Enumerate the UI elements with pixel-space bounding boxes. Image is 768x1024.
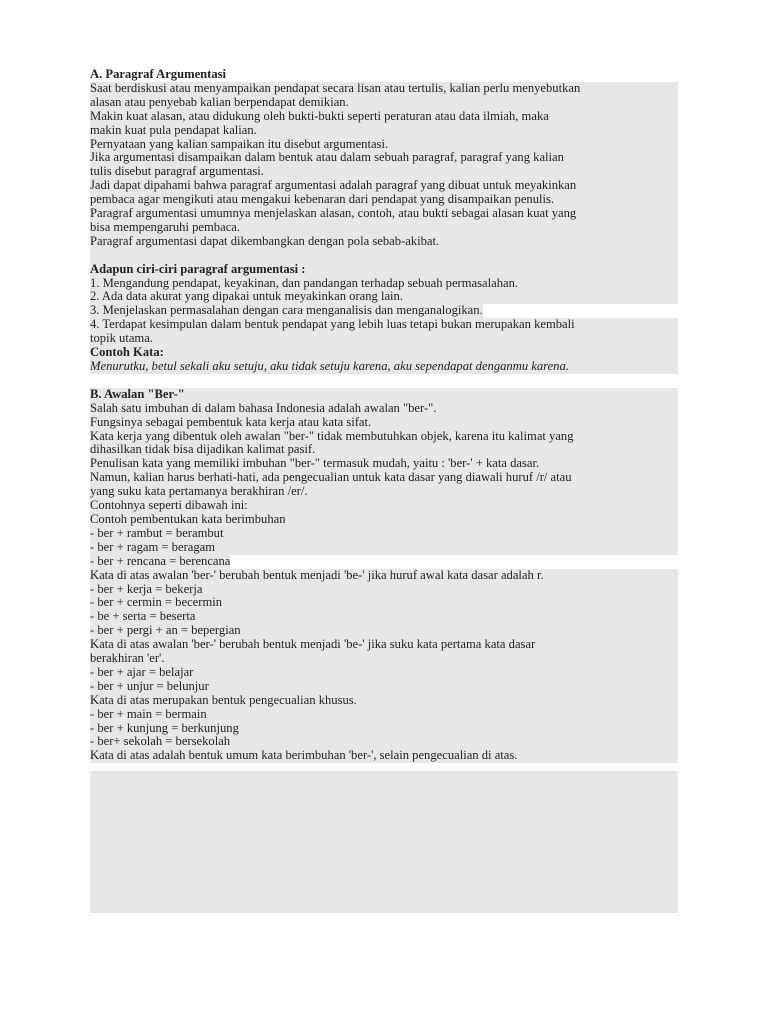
- paragraph-line: Contohnya seperti dibawah ini:: [90, 499, 678, 513]
- paragraph-line: Jika argumentasi disampaikan dalam bentuk atau dalam sebuah paragraf, paragraf yang kalian: [90, 151, 678, 165]
- paragraph-line: Paragraf argumentasi umumnya menjelaskan alasan, contoh, atau bukti sebagai alasan kuat yang: [90, 207, 678, 221]
- paragraph-line: tulis disebut paragraf argumentasi.: [90, 165, 678, 179]
- example-item: - ber + cermin = becermin: [90, 596, 678, 610]
- paragraph-line: Jadi dapat dipahami bahwa paragraf argumentasi adalah paragraf yang dibuat untuk meyakinkan: [90, 179, 678, 193]
- paragraph-line: pembaca agar mengikuti atau mengakui kebenaran dari pendapat yang disampaikan penulis.: [90, 193, 678, 207]
- paragraph-line: Fungsinya sebagai pembentuk kata kerja atau kata sifat.: [90, 416, 678, 430]
- example-item: - be + serta = beserta: [90, 610, 678, 624]
- example-item: - ber + kerja = bekerja: [90, 583, 678, 597]
- example-item: - ber + rambut = berambut: [90, 527, 678, 541]
- example-item: - ber + ajar = belajar: [90, 666, 678, 680]
- example-item: - ber + unjur = belunjur: [90, 680, 678, 694]
- paragraph-line: berakhiran 'er'.: [90, 652, 678, 666]
- ciri-item: 2. Ada data akurat yang dipakai untuk meyakinkan orang lain.: [90, 290, 678, 304]
- highlight-fill-area: [90, 771, 678, 913]
- document-body: [90, 68, 678, 763]
- paragraph-line: Saat berdiskusi atau menyampaikan pendapat secara lisan atau tertulis, kalian perlu menyebutkan: [90, 82, 678, 96]
- ciri-item: topik utama.: [90, 332, 678, 346]
- paragraph-line: Kata kerja yang dibentuk oleh awalan "ber-" tidak membutuhkan objek, karena itu kalimat yang: [90, 430, 678, 444]
- blank-line: [90, 374, 678, 388]
- section-a-heading: A. Paragraf Argumentasi: [90, 67, 227, 81]
- contoh-text: Menurutku, betul sekali aku setuju, aku tidak setuju karena, aku sependapat denganmu karena.: [90, 360, 678, 374]
- ciri-heading: Adapun ciri-ciri paragraf argumentasi :: [90, 263, 678, 277]
- contoh-heading: Contoh Kata:: [90, 346, 678, 360]
- paragraph-line: Makin kuat alasan, atau didukung oleh bukti-bukti seperti peraturan atau data ilmiah, maka: [90, 110, 678, 124]
- paragraph-line: bisa mempengaruhi pembaca.: [90, 221, 678, 235]
- blank-line: [90, 249, 678, 263]
- example-item: - ber + main = bermain: [90, 708, 678, 722]
- example-item: - ber + pergi + an = bepergian: [90, 624, 678, 638]
- paragraph-line: Kata di atas awalan 'ber-' berubah bentuk menjadi 'be-' jika huruf awal kata dasar adalah r.: [90, 569, 678, 583]
- paragraph-line: yang suku kata pertamanya berakhiran /er/.: [90, 485, 678, 499]
- ciri-item: 3. Menjelaskan permasalahan dengan cara menganalisis dan menganalogikan.: [90, 303, 483, 318]
- paragraph-line: makin kuat pula pendapat kalian.: [90, 124, 678, 138]
- example-item: - ber+ sekolah = bersekolah: [90, 735, 678, 749]
- paragraph-line: Paragraf argumentasi dapat dikembangkan dengan pola sebab-akibat.: [90, 235, 678, 249]
- example-item: - ber + rencana = berencana: [90, 553, 231, 568]
- example-item: - ber + kunjung = berkunjung: [90, 722, 678, 736]
- paragraph-line: alasan atau penyebab kalian berpendapat demikian.: [90, 96, 678, 110]
- paragraph-line: Penulisan kata yang memiliki imbuhan "ber-" termasuk mudah, yaitu : 'ber-' + kata dasar.: [90, 457, 678, 471]
- ciri-item: 4. Terdapat kesimpulan dalam bentuk pendapat yang lebih luas tetapi bukan merupakan kembali: [90, 318, 678, 332]
- paragraph-line: Kata di atas adalah bentuk umum kata berimbuhan 'ber-', selain pengecualian di atas.: [90, 749, 678, 763]
- paragraph-line: Pernyataan yang kalian sampaikan itu disebut argumentasi.: [90, 138, 678, 152]
- example-item: - ber + ragam = beragam: [90, 541, 678, 555]
- section-b-heading: B. Awalan "Ber-": [90, 388, 678, 402]
- ciri-item: 1. Mengandung pendapat, keyakinan, dan pandangan terhadap sebuah permasalahan.: [90, 277, 678, 291]
- paragraph-line: Kata di atas awalan 'ber-' berubah bentuk menjadi 'be-' jika suku kata pertama kata dasar: [90, 638, 678, 652]
- paragraph-line: Kata di atas merupakan bentuk pengecualian khusus.: [90, 694, 678, 708]
- paragraph-line: Namun, kalian harus berhati-hati, ada pengecualian untuk kata dasar yang diawali huruf /r/ atau: [90, 471, 678, 485]
- paragraph-line: dihasilkan tidak bisa dijadikan kalimat pasif.: [90, 443, 678, 457]
- paragraph-line: Salah satu imbuhan di dalam bahasa Indonesia adalah awalan "ber-".: [90, 402, 678, 416]
- paragraph-line: Contoh pembentukan kata berimbuhan: [90, 513, 678, 527]
